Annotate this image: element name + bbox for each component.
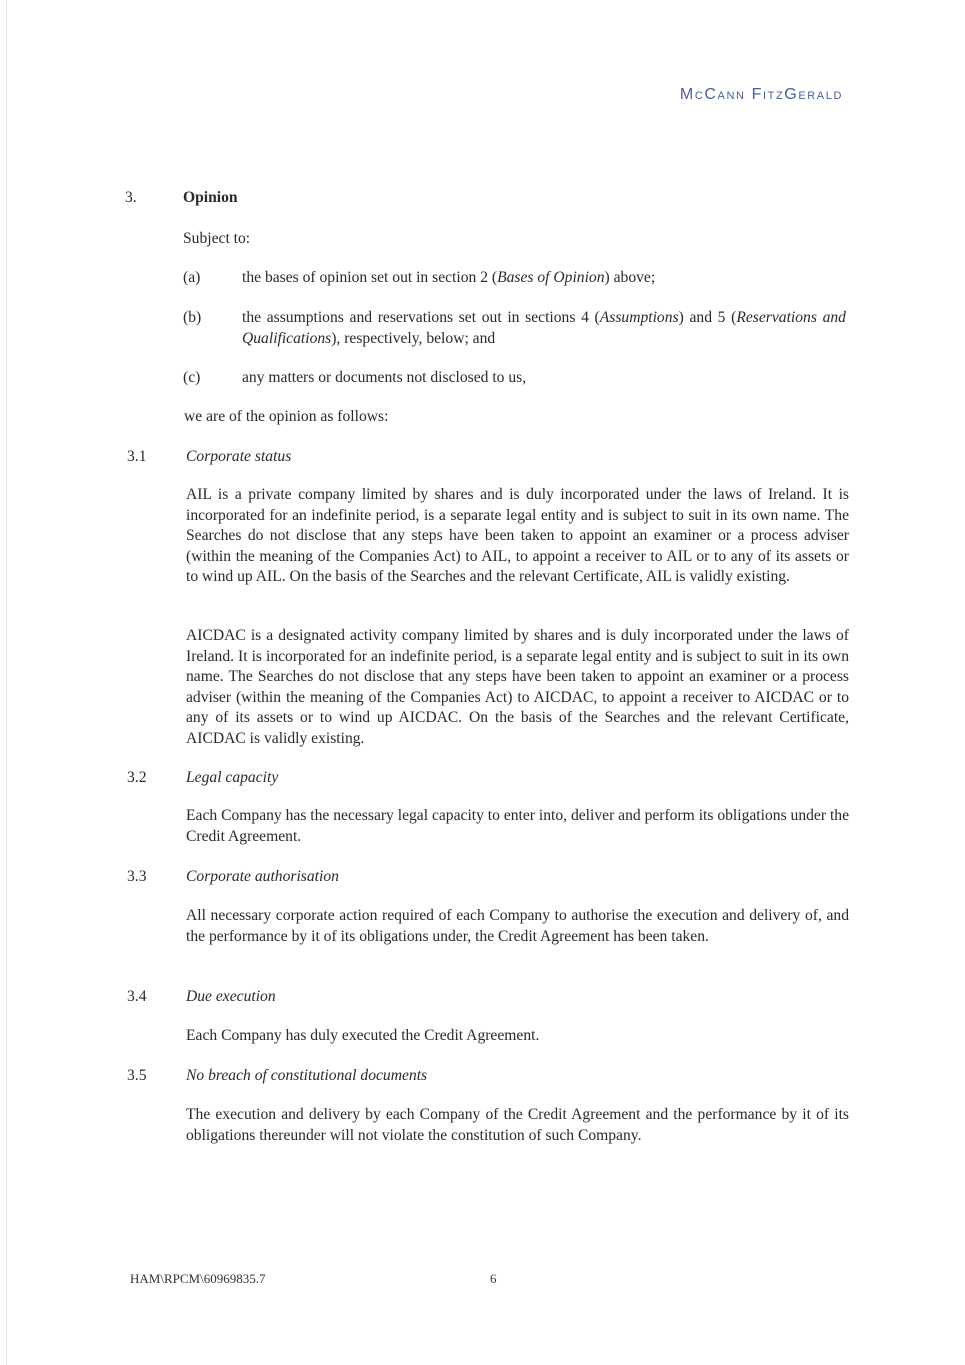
subsection-number: 3.2 bbox=[127, 769, 147, 786]
opinion-intro: we are of the opinion as follows: bbox=[184, 408, 389, 425]
section-number: 3. bbox=[125, 189, 137, 206]
subsection-number: 3.3 bbox=[127, 868, 147, 885]
paragraph: AIL is a private company limited by shares and is duly incorporated under the laws of Ireland. It is incorporated for an indefinite period, is a separate legal entity and is subject to suit in its own name. The Searches do not disclose that any steps have been taken to appoint an examiner or a process adviser (within the meaning of the Companies Act) to AIL, to appoint a receiver to AIL or to any of its assets or to wind up AIL. On the basis of the Searches and the relevant Certificate, AIL is validly existing. bbox=[186, 486, 849, 585]
list-item-text: any matters or documents not disclosed to us, bbox=[242, 369, 527, 386]
list-item-text: the assumptions and reservations set out in sections 4 (Assumptions) and 5 (Reservations and Qualifications), respectively, below; and bbox=[242, 309, 846, 347]
subsection-title: Legal capacity bbox=[186, 769, 279, 786]
section-title: Opinion bbox=[183, 189, 238, 206]
subsection-title: Due execution bbox=[186, 988, 276, 1005]
paragraph: Each Company has duly executed the Credit Agreement. bbox=[186, 1027, 540, 1044]
list-item-label: (a) bbox=[183, 269, 201, 286]
subsection-title: No breach of constitutional documents bbox=[186, 1067, 428, 1084]
paragraph: All necessary corporate action required of each Company to authorise the execution and delivery of, and the performance by it of its obligations under, the Credit Agreement has been taken. bbox=[186, 907, 849, 945]
subsection-number: 3.1 bbox=[127, 448, 147, 465]
list-item-label: (b) bbox=[183, 309, 202, 326]
list-item-text: the bases of opinion set out in section 2 (Bases of Opinion) above; bbox=[242, 269, 656, 286]
page-edge bbox=[6, 0, 7, 1365]
paragraph: Each Company has the necessary legal capacity to enter into, deliver and perform its obligations under the Credit Agreement. bbox=[186, 807, 849, 845]
subsection-title: Corporate authorisation bbox=[186, 868, 339, 885]
subsection-number: 3.5 bbox=[127, 1067, 147, 1084]
page-number: 6 bbox=[490, 1271, 497, 1286]
subject-to: Subject to: bbox=[183, 230, 251, 247]
list-item-label: (c) bbox=[183, 369, 201, 386]
subsection-number: 3.4 bbox=[127, 988, 147, 1005]
paragraph: AICDAC is a designated activity company limited by shares and is duly incorporated under the laws of Ireland. It is incorporated for an indefinite period, is a separate legal entity and is subject to suit in its own name. The Searches do not disclose that any steps have been taken to appoint an examiner or a process adviser (within the meaning of the Companies Act) to AICDAC, to appoint a receiver to AICDAC or to any of its assets or to wind up AICDAC. On the basis of the Searches and the relevant Certificate, AICDAC is validly existing. bbox=[186, 627, 849, 747]
firm-logo: McCann FitzGerald bbox=[679, 86, 843, 103]
subsection-title: Corporate status bbox=[186, 448, 292, 465]
document-reference: HAM\RPCM\60969835.7 bbox=[130, 1271, 266, 1286]
paragraph: The execution and delivery by each Company of the Credit Agreement and the performance by it of its obligations thereunder will not violate the constitution of such Company. bbox=[186, 1106, 849, 1144]
